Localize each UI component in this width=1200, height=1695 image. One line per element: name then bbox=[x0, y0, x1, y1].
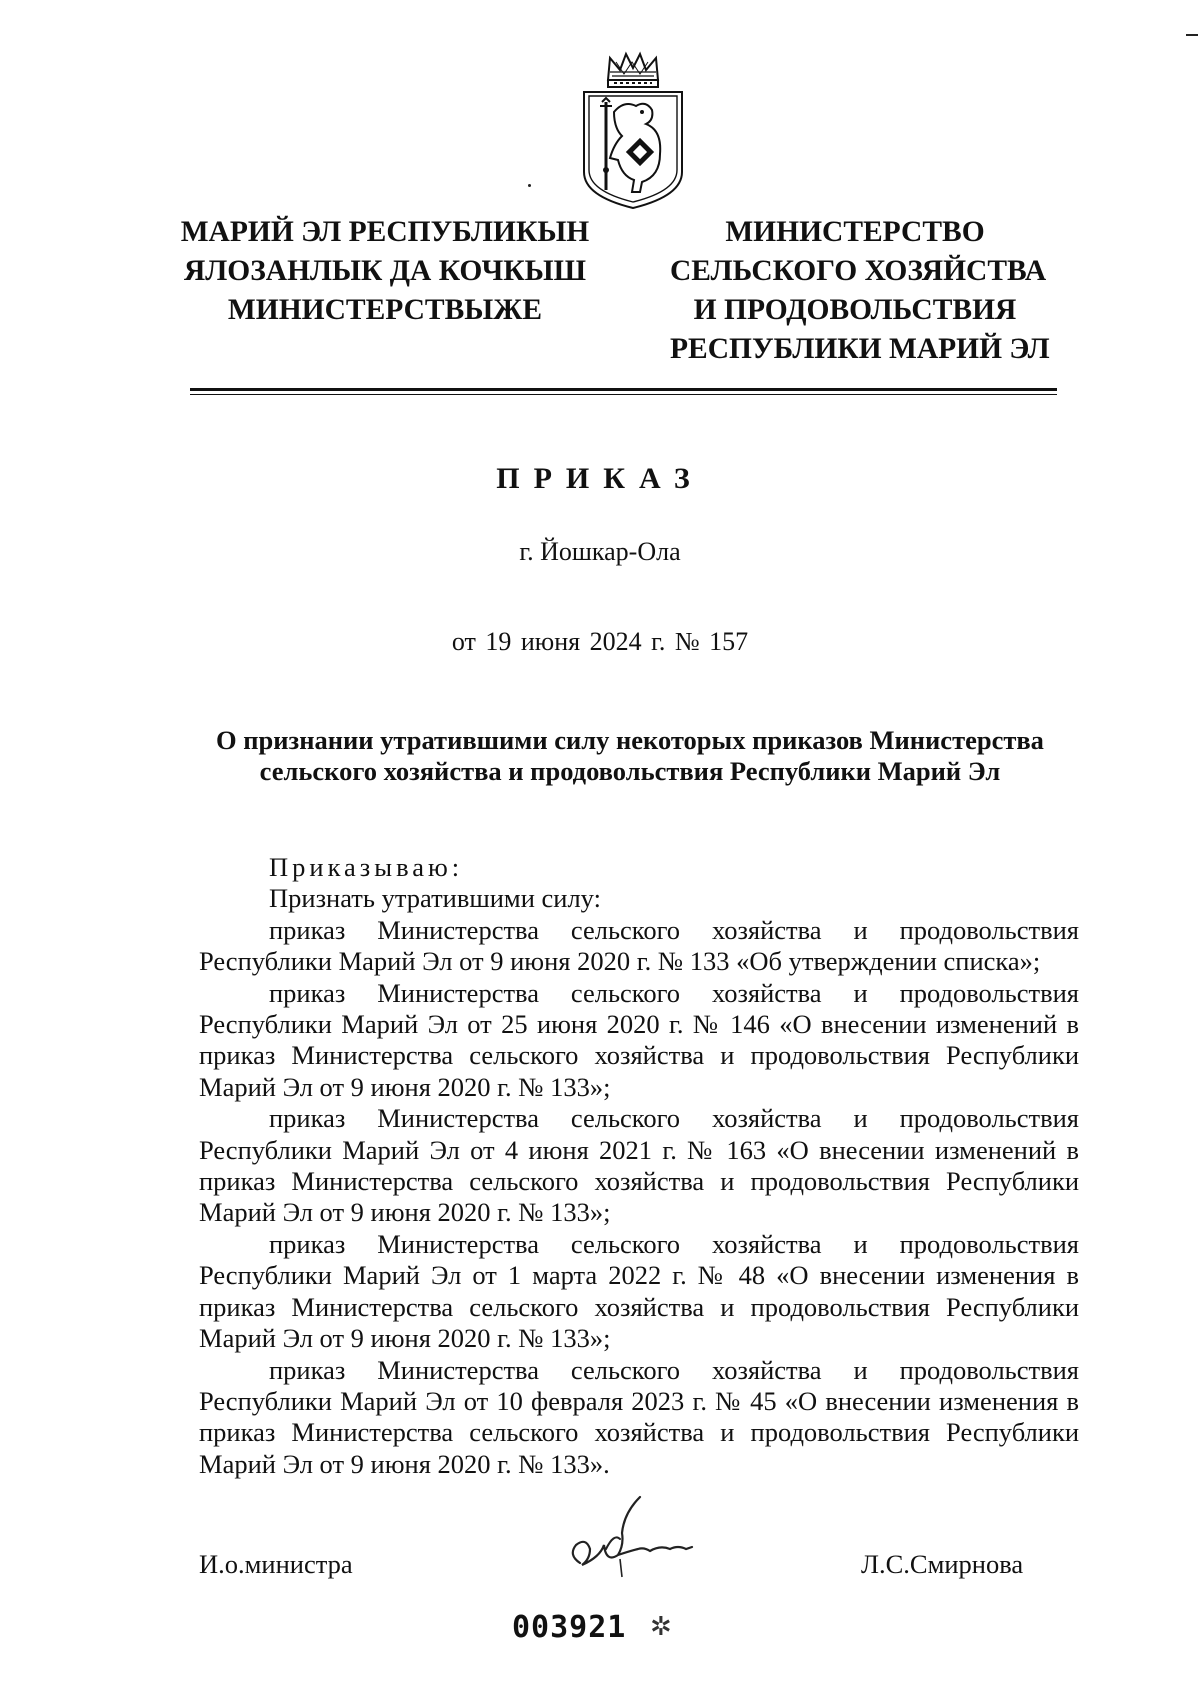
scan-artifact bbox=[528, 184, 531, 187]
header-right-line: СЕЛЬСКОГО ХОЗЯЙСТВА bbox=[670, 255, 1047, 287]
coat-of-arms-icon bbox=[580, 50, 686, 210]
signatory-name: Л.С.Смирнова bbox=[861, 1549, 1024, 1579]
asterisk-mark-icon: ✲ bbox=[650, 1612, 672, 1641]
document-city: г. Йошкар-Ола bbox=[519, 537, 681, 566]
document-subject bbox=[150, 725, 1110, 787]
serial-number: 003921 bbox=[512, 1610, 627, 1645]
header-divider-thick bbox=[190, 388, 1057, 391]
subject-line: О признании утратившими силу некоторых приказов Министерства bbox=[216, 725, 1044, 755]
header-right-line: МИНИСТЕРСТВО bbox=[725, 216, 985, 248]
header-right-line: РЕСПУБЛИКИ МАРИЙ ЭЛ bbox=[670, 333, 1050, 365]
header-left-line: МАРИЙ ЭЛ РЕСПУБЛИКЫН bbox=[180, 216, 590, 248]
header-divider-thin bbox=[190, 394, 1057, 395]
order-word: Приказываю: bbox=[269, 852, 464, 882]
header-right-block bbox=[670, 213, 1050, 369]
document-title: ПРИКАЗ bbox=[496, 462, 704, 495]
body-item: приказ Министерства сельского хозяйства и продовольствия Республики Марий Эл от 25 июня 2020 г. № 146 «О внесении изменений в приказ Министерства сельского хозяйства и продовольствия Республики Марий Эл от 9 июня 2020 г. № 133»; bbox=[199, 977, 1079, 1102]
body-item: приказ Министерства сельского хозяйства и продовольствия Республики Марий Эл от 1 марта 2022 г. № 48 «О внесении изменения в приказ Министерства сельского хозяйства и продовольствия Республики Марий Эл от 9 июня 2020 г. № 133»; bbox=[199, 1228, 1079, 1354]
header-left-block bbox=[160, 213, 610, 330]
body-item: приказ Министерства сельского хозяйства и продовольствия Республики Марий Эл от 4 июня 2021 г. № 163 «О внесении изменений в приказ Министерства сельского хозяйства и продовольствия Республики Марий Эл от 9 июня 2020 г. № 133»; bbox=[199, 1103, 1079, 1228]
header-right-line: И ПРОДОВОЛЬСТВИЯ bbox=[693, 294, 1017, 326]
scan-artifact bbox=[1186, 34, 1198, 36]
body-item: приказ Министерства сельского хозяйства и продовольствия Республики Марий Эл от 9 июня 2020 г. № 133 «Об утверждении списка»; bbox=[199, 914, 1079, 977]
handwritten-signature-icon bbox=[560, 1493, 710, 1593]
document-body bbox=[199, 852, 1079, 1480]
subject-line: сельского хозяйства и продовольствия Республики Марий Эл bbox=[259, 756, 1001, 786]
signatory-role: И.о.министра bbox=[199, 1549, 353, 1579]
document-date-number: от 19 июня 2024 г. № 157 bbox=[451, 627, 749, 656]
body-intro: Признать утратившими силу: bbox=[269, 883, 601, 914]
header-left-line: ЯЛОЗАНЛЫК ДА КОЧКЫШ bbox=[183, 255, 586, 287]
header-left-line: МИНИСТЕРСТВЫЖЕ bbox=[227, 294, 543, 326]
body-item: приказ Министерства сельского хозяйства и продовольствия Республики Марий Эл от 10 февраля 2023 г. № 45 «О внесении изменения в приказ Министерства сельского хозяйства и продовольствия Республики Марий Эл от 9 июня 2020 г. № 133». bbox=[199, 1354, 1079, 1479]
